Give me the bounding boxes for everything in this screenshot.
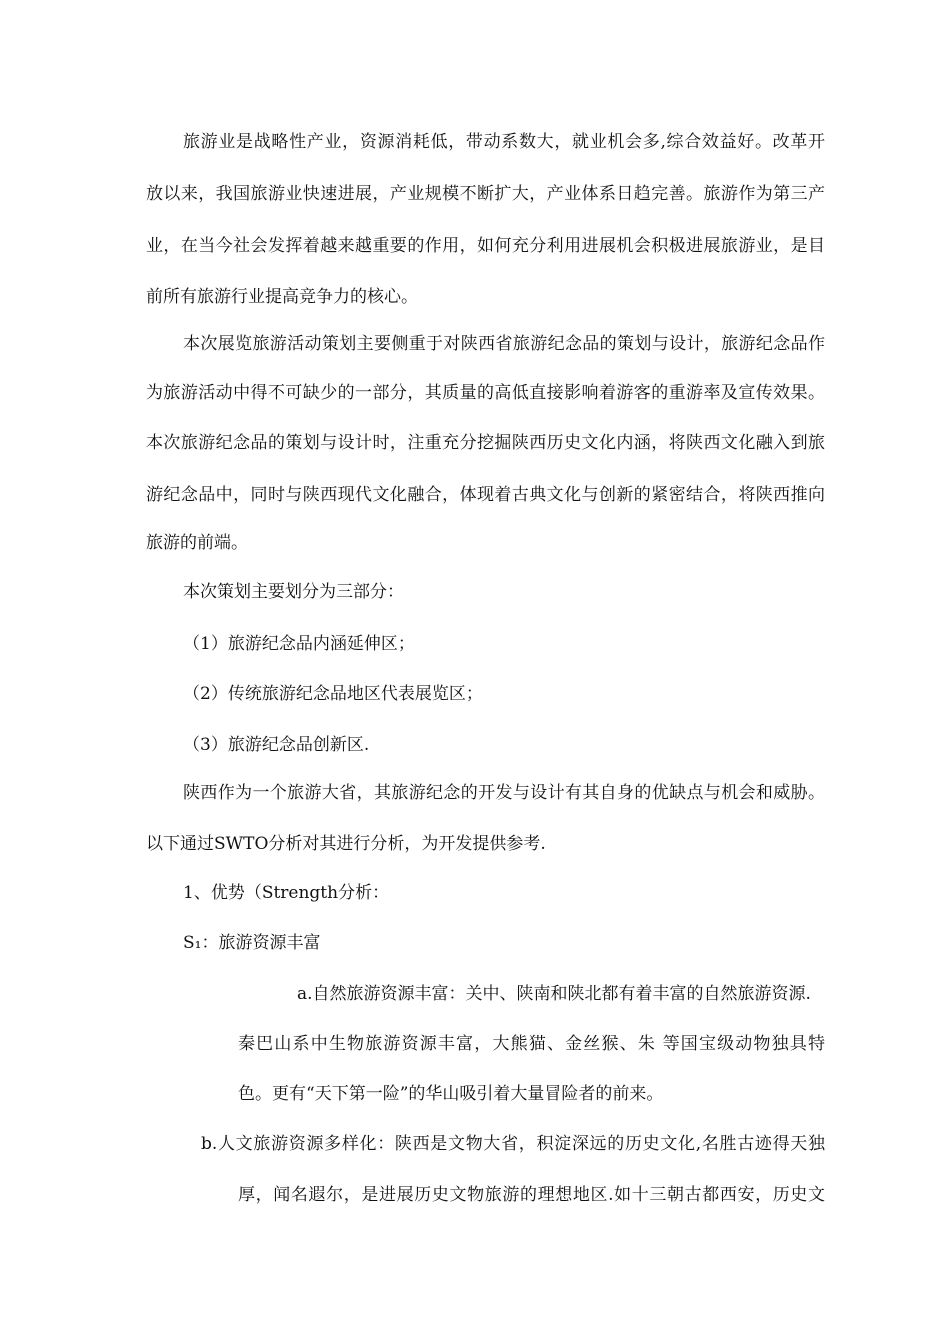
paragraph-cultural-line-1: b.人文旅游资源多样化：陕西是文物大省，积淀深远的历史文化,名胜古迹得天独 bbox=[201, 1134, 825, 1154]
paragraph-cultural-line-2: 厚，闻名遐尔，是进展历史文物旅游的理想地区.如十三朝古都西安，历史文 bbox=[238, 1185, 825, 1205]
heading-s1: S₁：旅游资源丰富 bbox=[183, 933, 321, 953]
list-item-part-1: （1）旅游纪念品内涵延伸区； bbox=[183, 634, 415, 654]
paragraph-natural-line-3: 色。更有“天下第一险”的华山吸引着大量冒险者的前来。 bbox=[238, 1084, 664, 1104]
paragraph-intro-line-3: 业，在当今社会发挥着越来越重要的作用，如何充分利用进展机会积极进展旅游业，是目 bbox=[146, 236, 825, 256]
list-item-part-2: （2）传统旅游纪念品地区代表展览区； bbox=[183, 684, 483, 704]
paragraph-focus-line-4: 游纪念品中，同时与陕西现代文化融合，体现着古典文化与创新的紧密结合，将陕西推向 bbox=[146, 485, 825, 505]
paragraph-focus-line-5: 旅游的前端。 bbox=[146, 533, 248, 553]
paragraph-swot-intro-line-1: 陕西作为一个旅游大省，其旅游纪念的开发与设计有其自身的优缺点与机会和威胁。 bbox=[183, 783, 825, 803]
paragraph-intro-line-2: 放以来，我国旅游业快速进展，产业规模不断扩大，产业体系日趋完善。旅游作为第三产 bbox=[146, 184, 825, 204]
paragraph-focus-line-1: 本次展览旅游活动策划主要侧重于对陕西省旅游纪念品的策划与设计，旅游纪念品作 bbox=[183, 334, 825, 354]
paragraph-focus-line-3: 本次旅游纪念品的策划与设计时，注重充分挖掘陕西历史文化内涵，将陕西文化融入到旅 bbox=[146, 433, 825, 453]
list-item-part-3: （3）旅游纪念品创新区. bbox=[183, 735, 370, 755]
paragraph-intro-line-1: 旅游业是战略性产业，资源消耗低，带动系数大，就业机会多,综合效益好。改革开 bbox=[183, 132, 825, 152]
paragraph-natural-line-2: 秦巴山系中生物旅游资源丰富，大熊猫、金丝猴、朱 等国宝级动物独具特 bbox=[238, 1034, 825, 1054]
paragraph-intro-line-4: 前所有旅游行业提高竞争力的核心。 bbox=[146, 287, 418, 307]
paragraph-parts-intro: 本次策划主要划分为三部分： bbox=[183, 582, 404, 602]
paragraph-swot-intro-line-2: 以下通过SWTO分析对其进行分析，为开发提供参考. bbox=[146, 834, 546, 854]
heading-strength: 1、优势（Strength分析： bbox=[183, 883, 390, 903]
paragraph-focus-line-2: 为旅游活动中得不可缺少的一部分，其质量的高低直接影响着游客的重游率及宣传效果。 bbox=[146, 383, 825, 403]
paragraph-natural-line-1: a.自然旅游资源丰富：关中、陕南和陕北都有着丰富的自然旅游资源. bbox=[297, 984, 811, 1004]
